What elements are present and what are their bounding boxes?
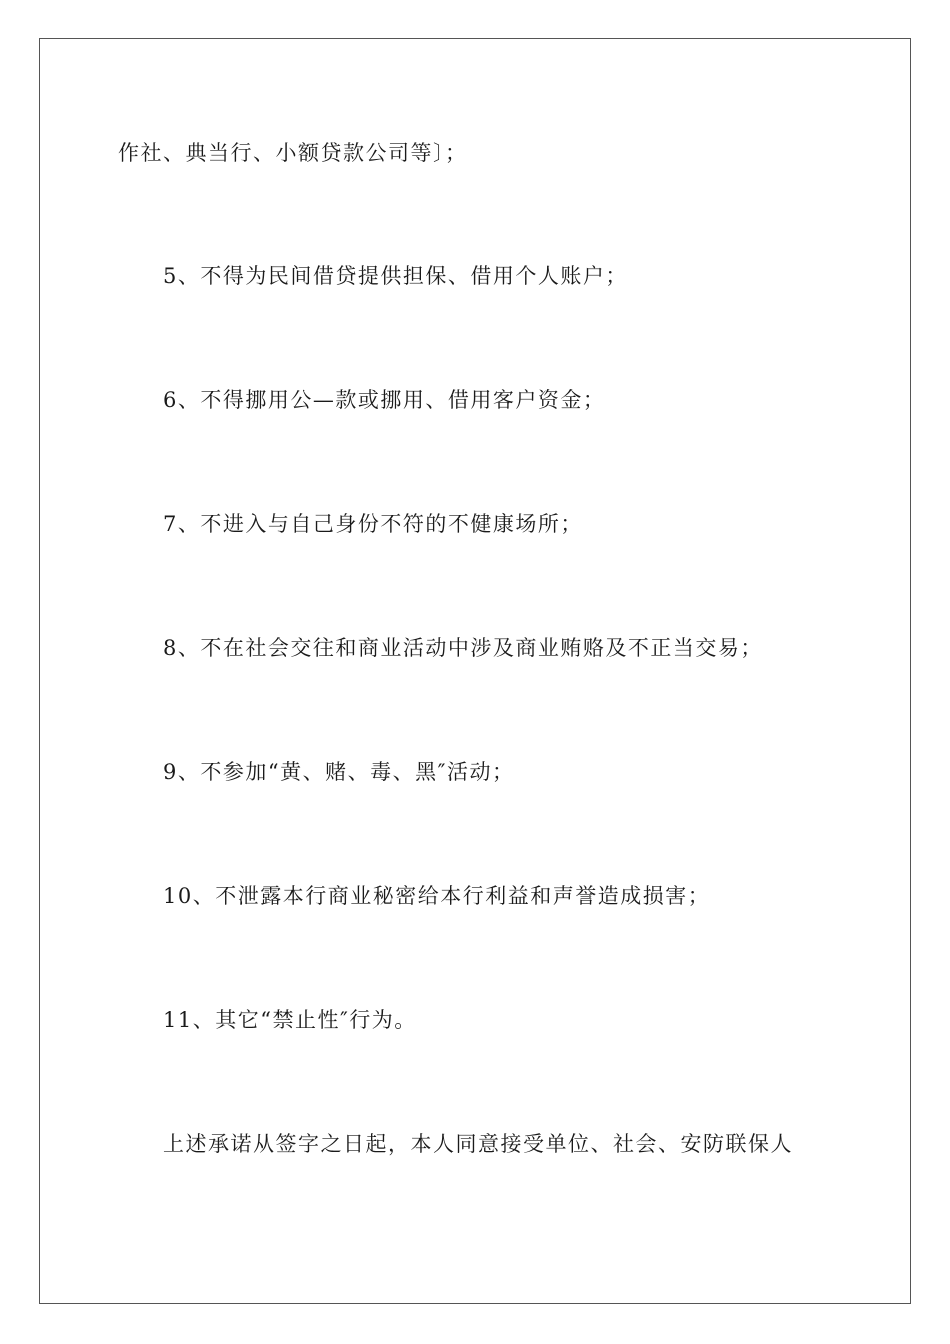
clause-9: 9、不参加“黄、赌、毒、黑″活动； — [163, 760, 515, 784]
page-border — [39, 38, 911, 1304]
clause-7: 7、不进入与自己身份不符的不健康场所； — [163, 512, 583, 536]
commitment-paragraph: 上述承诺从签字之日起，本人同意接受单位、社会、安防联保人 — [163, 1132, 793, 1156]
clause-6: 6、不得挪用公—款或挪用、借用客户资金； — [163, 388, 606, 412]
paragraph-continuation: 作社、典当行、小额贷款公司等〕； — [118, 141, 468, 165]
clause-5: 5、不得为民间借贷提供担保、借用个人账户； — [163, 264, 628, 288]
clause-11: 11、其它“禁止性″行为。 — [163, 1008, 417, 1032]
clause-10: 10、不泄露本行商业秘密给本行利益和声誉造成损害； — [163, 884, 711, 908]
clause-8: 8、不在社会交往和商业活动中涉及商业贿赂及不正当交易； — [163, 636, 763, 660]
